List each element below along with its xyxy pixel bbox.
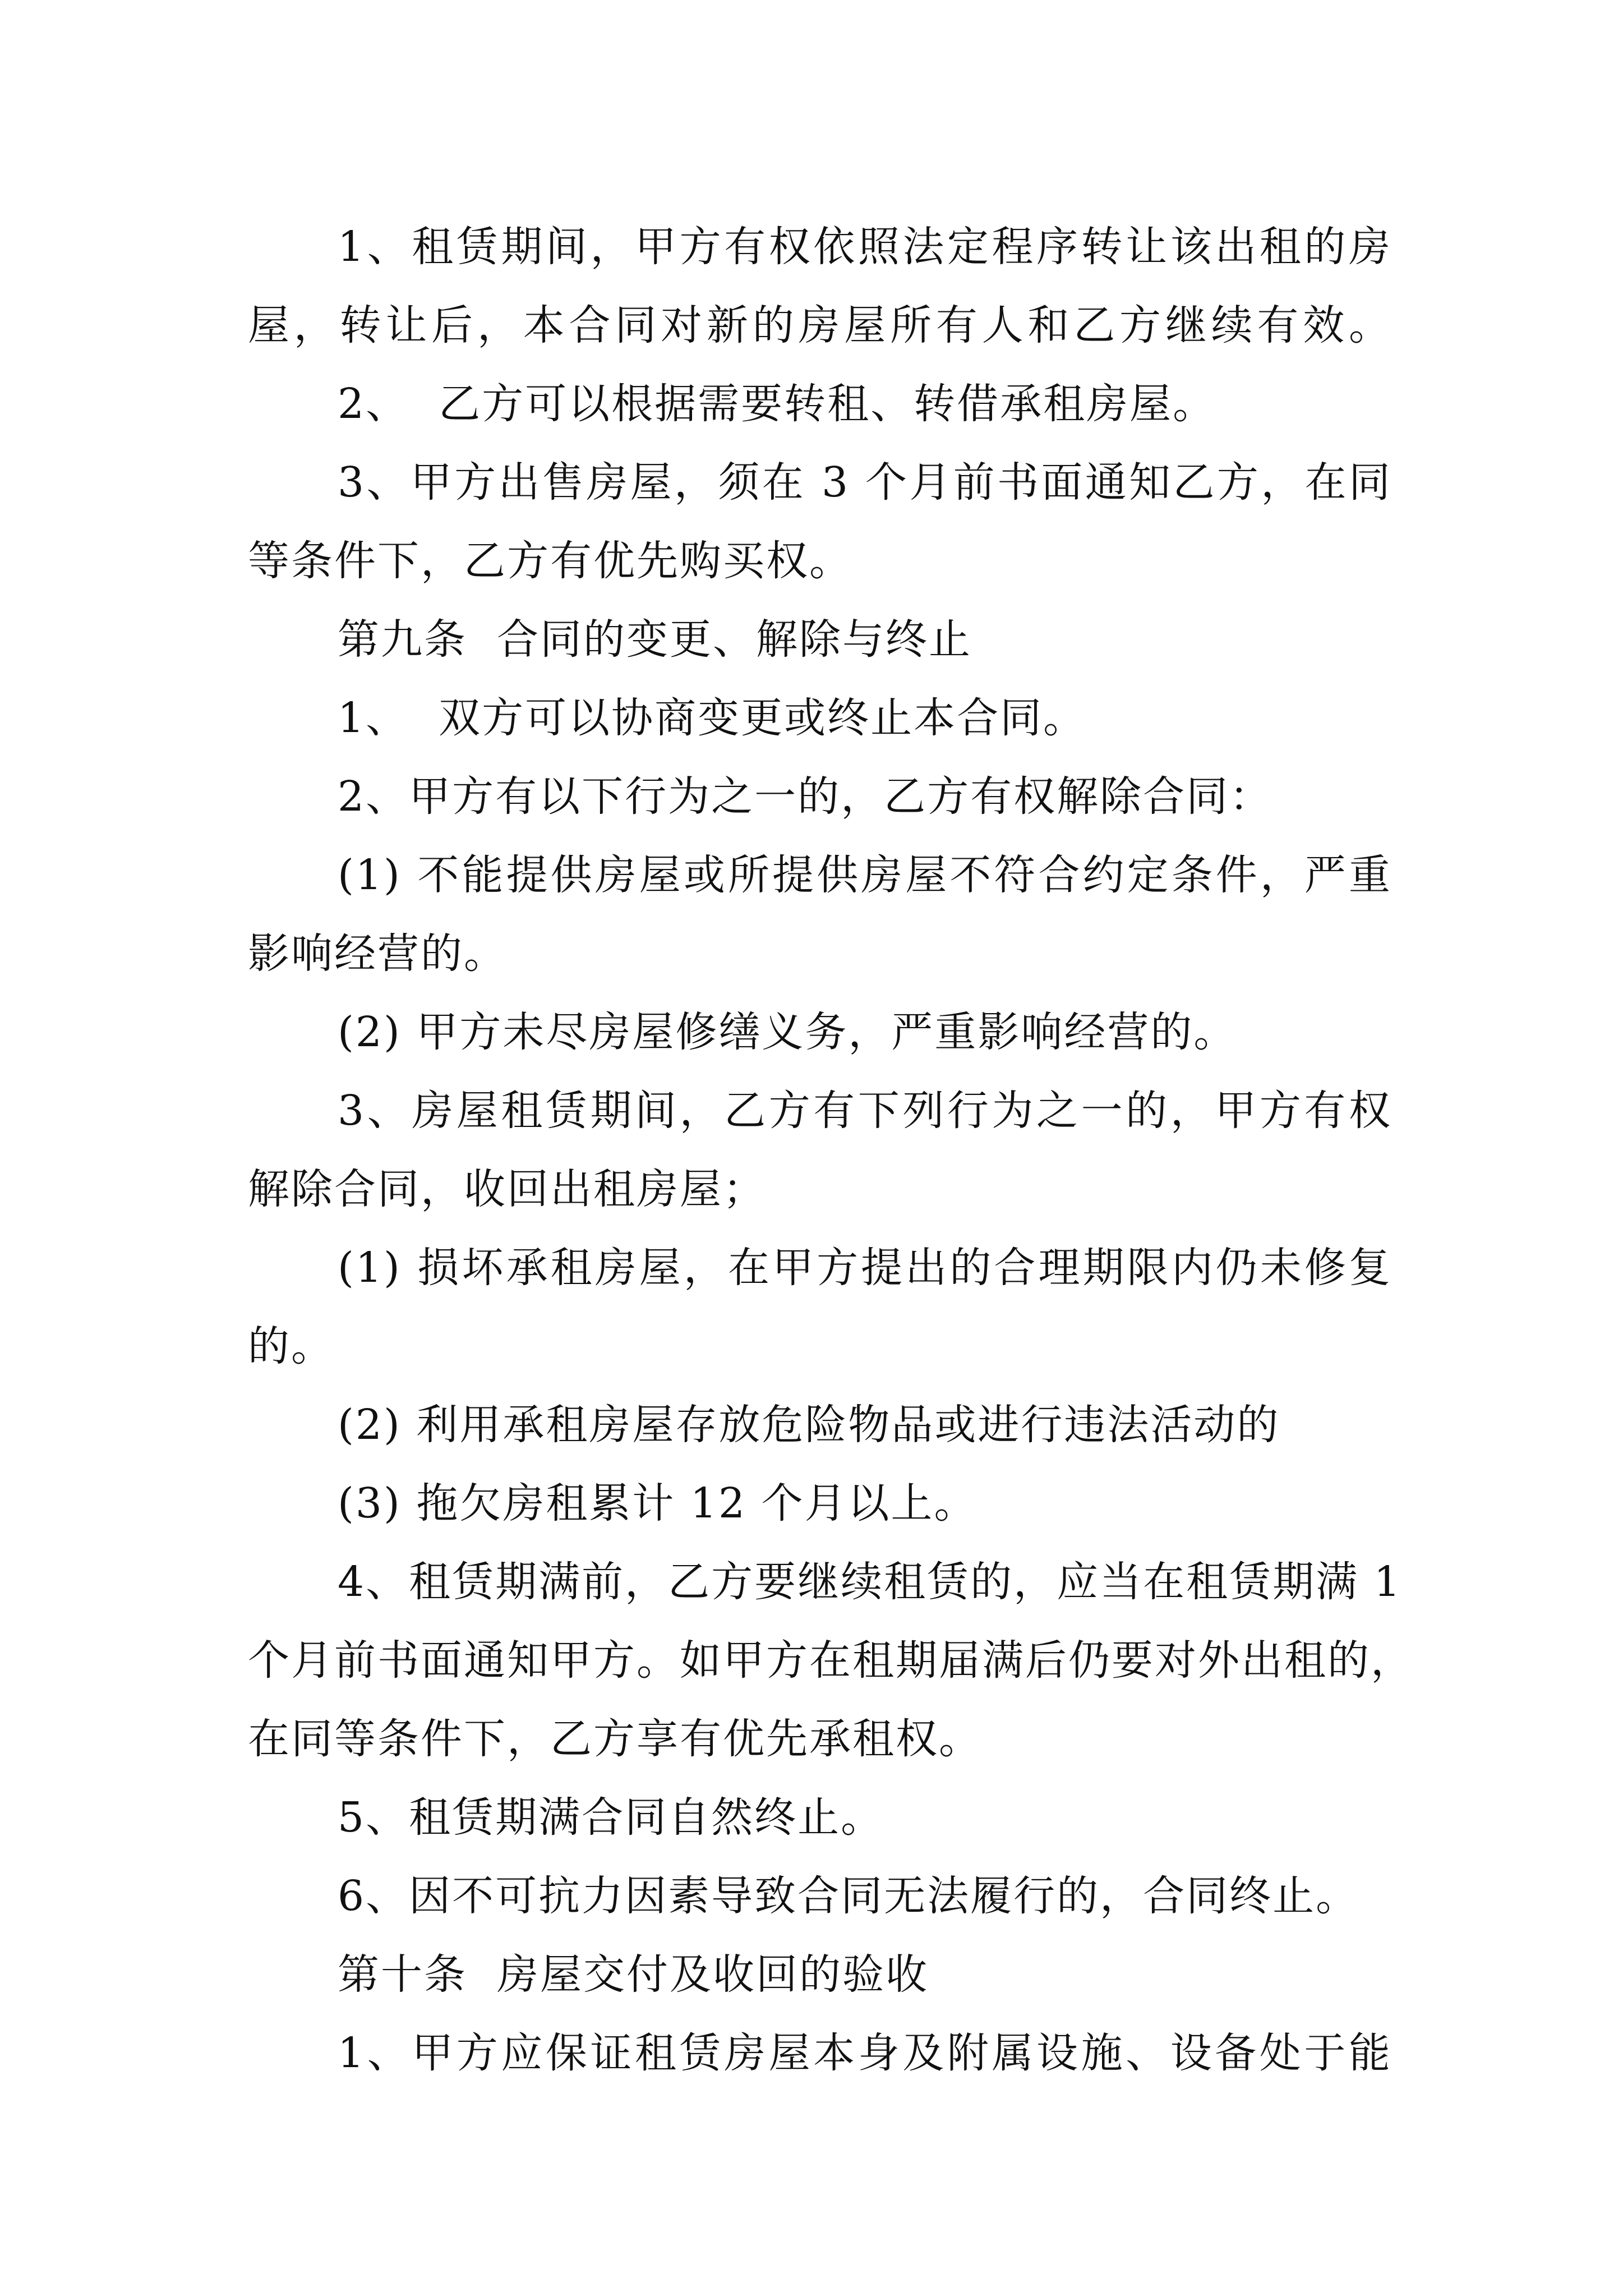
paragraph-line: 2、甲方有以下行为之一的，乙方有权解除合同： <box>338 772 1273 821</box>
paragraph-line: 个月前书面通知甲方。如甲方在租期届满后仍要对外出租的， <box>248 1636 1414 1685</box>
paragraph-line: 4、租赁期满前，乙方要继续租赁的，应当在租赁期满 1 <box>338 1558 1402 1606</box>
section-heading: 第十条 房屋交付及收回的验收 <box>338 1950 929 1999</box>
paragraph-line: (1) 不能提供房屋或所提供房屋不符合约定条件，严重 <box>338 851 1392 899</box>
paragraph-line: 6、因不可抗力因素导致合同无法履行的，合同终止。 <box>338 1872 1359 1920</box>
paragraph-line: 影响经营的。 <box>248 930 507 978</box>
paragraph-line: 2、 乙方可以根据需要转租、转借承租房屋。 <box>338 380 1216 428</box>
paragraph-line: 解除合同，收回出租房屋； <box>248 1165 766 1213</box>
paragraph-line: 等条件下，乙方有优先购买权。 <box>248 537 852 585</box>
paragraph-line: 1、甲方应保证租赁房屋本身及附属设施、设备处于能 <box>338 2029 1392 2077</box>
paragraph-line: 的。 <box>248 1322 334 1370</box>
paragraph-line: 1、租赁期间，甲方有权依照法定程序转让该出租的房 <box>338 223 1392 271</box>
paragraph-line: (2) 利用承租房屋存放危险物品或进行违法活动的 <box>338 1401 1280 1449</box>
paragraph-line: (3) 拖欠房租累计 12 个月以上。 <box>338 1479 978 1527</box>
paragraph-line: 3、甲方出售房屋，须在 3 个月前书面通知乙方，在同 <box>338 458 1392 507</box>
paragraph-line: 1、 双方可以协商变更或终止本合同。 <box>338 694 1087 742</box>
paragraph-line: 屋，转让后，本合同对新的房屋所有人和乙方继续有效。 <box>248 301 1392 349</box>
paragraph-line: (2) 甲方未尽房屋修缮义务，严重影响经营的。 <box>338 1008 1237 1056</box>
paragraph-line: 5、租赁期满合同自然终止。 <box>338 1793 884 1842</box>
paragraph-line: (1) 损坏承租房屋，在甲方提出的合理期限内仍未修复 <box>338 1244 1392 1292</box>
paragraph-line: 3、房屋租赁期间，乙方有下列行为之一的，甲方有权 <box>338 1087 1392 1135</box>
section-heading: 第九条 合同的变更、解除与终止 <box>338 615 972 664</box>
paragraph-line: 在同等条件下，乙方享有优先承租权。 <box>248 1715 982 1763</box>
